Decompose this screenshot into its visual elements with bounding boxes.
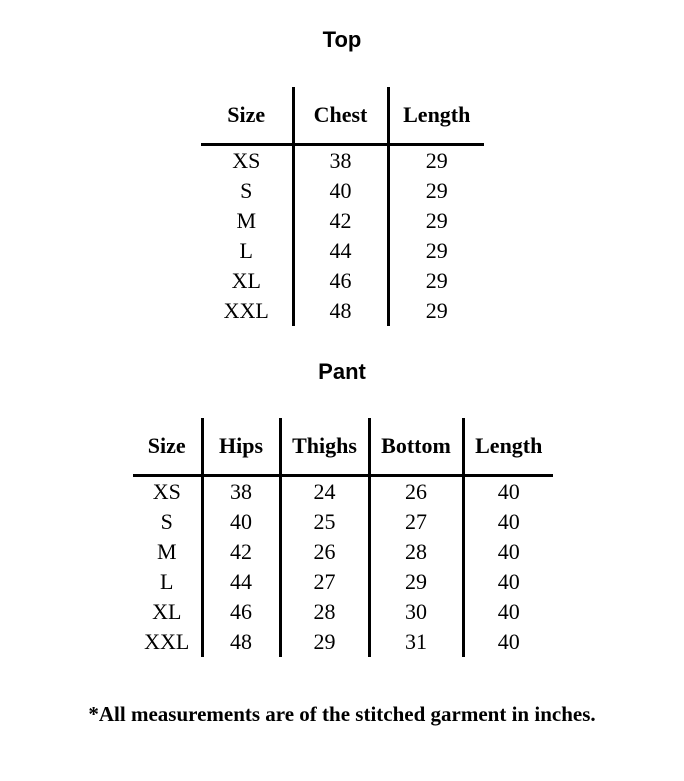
thighs-cell: 26 xyxy=(280,537,369,567)
table-header-row xyxy=(133,418,553,476)
length-cell: 29 xyxy=(388,266,484,296)
table-row xyxy=(133,627,553,657)
bottom-cell: 27 xyxy=(369,507,463,537)
thighs-cell: 25 xyxy=(280,507,369,537)
length-cell: 40 xyxy=(463,476,553,508)
length-cell: 29 xyxy=(388,206,484,236)
chest-cell: 40 xyxy=(293,176,388,206)
length-cell: 29 xyxy=(388,145,484,177)
pant-size-table xyxy=(133,418,553,657)
thighs-cell: 29 xyxy=(280,627,369,657)
size-cell: L xyxy=(160,569,174,594)
table-row xyxy=(201,145,484,177)
table-row xyxy=(133,597,553,627)
bottom-cell: 28 xyxy=(369,537,463,567)
length-cell: 40 xyxy=(463,537,553,567)
bottom-cell: 31 xyxy=(369,627,463,657)
length-cell: 29 xyxy=(388,176,484,206)
size-cell: XS xyxy=(152,479,181,504)
bottom-cell: 29 xyxy=(369,567,463,597)
table-row xyxy=(201,176,484,206)
length-cell: 40 xyxy=(463,567,553,597)
size-cell: XL xyxy=(152,599,182,624)
chest-cell: 38 xyxy=(293,145,388,177)
thighs-cell: 27 xyxy=(280,567,369,597)
chest-cell: 48 xyxy=(293,296,388,326)
size-cell: XXL xyxy=(144,629,190,654)
top-size-table xyxy=(201,87,484,326)
size-cell: S xyxy=(240,178,253,203)
chest-cell: 46 xyxy=(293,266,388,296)
length-cell: 40 xyxy=(463,597,553,627)
length-cell: 40 xyxy=(463,627,553,657)
length-cell: 29 xyxy=(388,236,484,266)
column-header: Size xyxy=(133,418,202,476)
column-header: Length xyxy=(463,418,553,476)
table-row xyxy=(201,296,484,326)
table-header-row xyxy=(201,87,484,145)
column-header: Length xyxy=(388,87,484,145)
chest-cell: 42 xyxy=(293,206,388,236)
length-cell: 40 xyxy=(463,507,553,537)
measurement-footnote: *All measurements are of the stitched garment in inches. xyxy=(88,702,596,726)
table-row xyxy=(201,206,484,236)
hips-cell: 40 xyxy=(202,507,280,537)
column-header: Thighs xyxy=(280,418,369,476)
size-cell: M xyxy=(156,539,177,564)
thighs-cell: 24 xyxy=(280,476,369,508)
top-section-title: Top xyxy=(322,27,362,52)
table-row xyxy=(133,476,553,508)
length-cell: 29 xyxy=(388,296,484,326)
bottom-cell: 26 xyxy=(369,476,463,508)
table-row xyxy=(133,537,553,567)
size-cell: M xyxy=(236,208,257,233)
table-row xyxy=(201,266,484,296)
size-cell: XXL xyxy=(223,298,269,323)
size-cell: XL xyxy=(231,268,261,293)
table-row xyxy=(133,567,553,597)
table-row xyxy=(201,236,484,266)
hips-cell: 48 xyxy=(202,627,280,657)
column-header: Size xyxy=(201,87,293,145)
column-header: Bottom xyxy=(369,418,463,476)
table-row xyxy=(133,507,553,537)
hips-cell: 38 xyxy=(202,476,280,508)
hips-cell: 46 xyxy=(202,597,280,627)
chest-cell: 44 xyxy=(293,236,388,266)
pant-section-title: Pant xyxy=(318,359,366,384)
column-header: Hips xyxy=(202,418,280,476)
bottom-cell: 30 xyxy=(369,597,463,627)
size-cell: S xyxy=(160,509,173,534)
size-cell: XS xyxy=(232,148,261,173)
hips-cell: 42 xyxy=(202,537,280,567)
thighs-cell: 28 xyxy=(280,597,369,627)
hips-cell: 44 xyxy=(202,567,280,597)
column-header: Chest xyxy=(293,87,388,145)
size-cell: L xyxy=(239,238,253,263)
